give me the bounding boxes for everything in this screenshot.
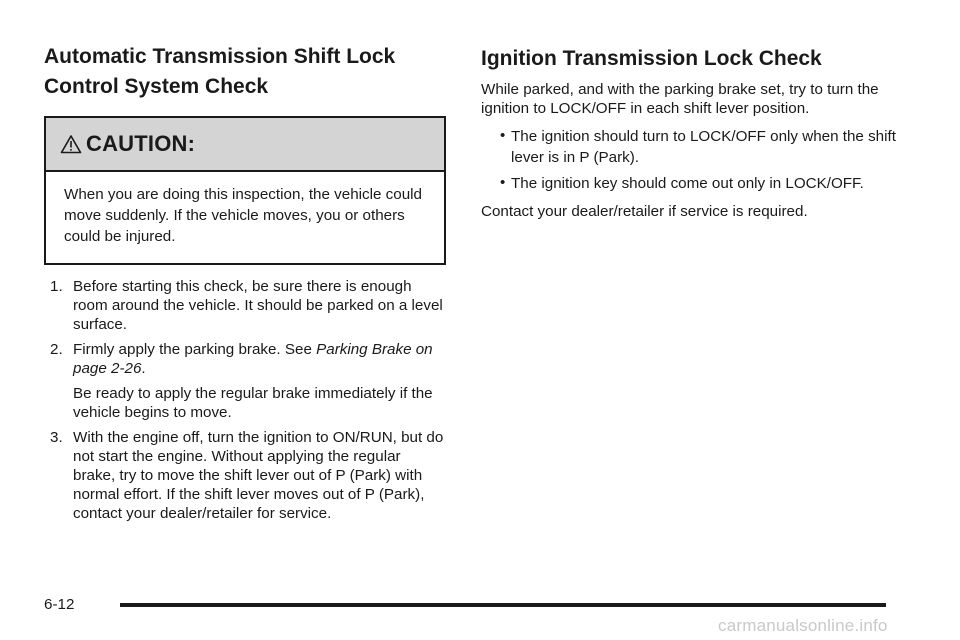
step-number: 2. xyxy=(50,341,63,358)
intro-paragraph: While parked, and with the parking brake set, try to turn the ignition to LOCK/OFF in each shift lever position. xyxy=(481,81,879,117)
step-text: Firmly apply the parking brake. See xyxy=(73,341,317,358)
caution-title: CAUTION: xyxy=(86,131,196,156)
warning-triangle-icon xyxy=(60,134,82,154)
caution-header xyxy=(46,118,444,172)
caution-box xyxy=(44,116,446,265)
bullet-item xyxy=(481,126,901,168)
bullet-text: The ignition key should come out only in LOCK/OFF. xyxy=(511,175,864,192)
right-column xyxy=(481,44,901,221)
bullet-icon: • xyxy=(500,174,506,191)
step-1 xyxy=(44,277,446,334)
bullet-item xyxy=(481,173,901,194)
page-number: 6-12 xyxy=(44,596,75,613)
step-text: Before starting this check, be sure there is enough room around the vehicle. It should be parked on a level surface. xyxy=(73,278,443,333)
step-3 xyxy=(44,428,446,523)
bullet-icon: • xyxy=(500,127,506,144)
step-text: With the engine off, turn the ignition to ON/RUN, but do not start the engine. Without applying the regular brake, try to move the shift lever out of P (Park) with normal effort. If the shift lever moves out of P (Park), contact your dealer/retailer for service. xyxy=(73,429,444,522)
step-text-end: . xyxy=(141,360,146,377)
bullet-list xyxy=(481,126,901,194)
step-number: 3. xyxy=(50,429,63,446)
parking-brake-reference-link[interactable]: Parking Brake on page 2-26 xyxy=(73,341,433,377)
step-2 xyxy=(44,340,446,422)
footer-rule xyxy=(120,603,886,607)
check-steps xyxy=(44,277,446,523)
step-note: Be ready to apply the regular brake immediately if the vehicle begins to move. xyxy=(73,385,433,421)
step-number: 1. xyxy=(50,278,63,295)
left-column xyxy=(44,42,446,529)
outro-paragraph: Contact your dealer/retailer if service is required. xyxy=(481,203,808,220)
shift-lock-heading: Automatic Transmission Shift Lock Control System Check xyxy=(44,45,396,98)
ignition-lock-heading: Ignition Transmission Lock Check xyxy=(481,47,822,70)
caution-text: When you are doing this inspection, the vehicle could move suddenly. If the vehicle moves, you or others could be injured. xyxy=(64,186,422,245)
bullet-text: The ignition should turn to LOCK/OFF only when the shift lever is in P (Park). xyxy=(511,128,896,166)
watermark: carmanualsonline.info xyxy=(718,616,888,635)
